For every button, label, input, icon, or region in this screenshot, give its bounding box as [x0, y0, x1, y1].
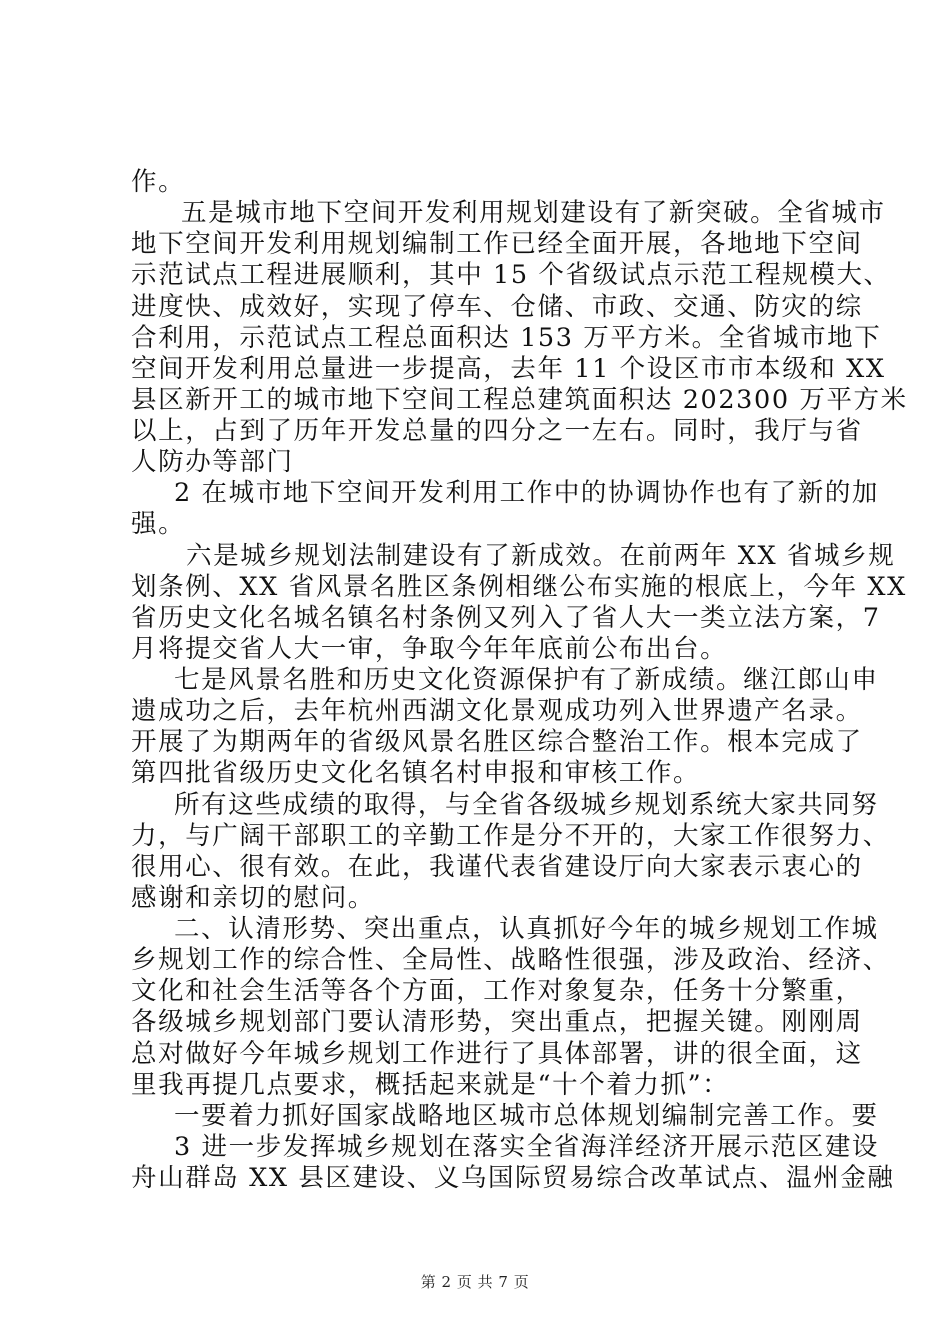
- text-line: 第四批省级历史文化名镇名村申报和审核工作。: [131, 758, 701, 788]
- text-line: 月将提交省人大一审，争取今年年底前公布出台。: [131, 634, 728, 664]
- text-line: 一要着力抓好国家战略地区城市总体规划编制完善工作。要: [174, 1101, 879, 1131]
- text-line: 五是城市地下空间开发利用规划建设有了新突破。全省城市: [181, 198, 886, 228]
- text-line: 空间开发利用总量进一步提高，去年 11 个设区市市本级和 XX: [131, 354, 886, 384]
- text-line: 里我再提几点要求，概括起来就是“十个着力抓”：: [131, 1070, 730, 1100]
- text-line: 乡规划工作的综合性、全局性、战略性很强，涉及政治、经济、: [131, 945, 890, 975]
- text-line: 示范试点工程进展顺利，其中 15 个省级试点示范工程规模大、: [131, 260, 891, 290]
- text-line: 进度快、成效好，实现了停车、仓储、市政、交通、防灾的综: [131, 292, 863, 322]
- text-line: 县区新开工的城市地下空间工程总建筑面积达 202300 万平方米: [131, 385, 908, 415]
- text-line: 六是城乡规划法制建设有了新成效。在前两年 XX 省城乡规: [186, 541, 896, 571]
- text-line: 七是风景名胜和历史文化资源保护有了新成绩。继江郎山申: [174, 665, 879, 695]
- text-line: 开展了为期两年的省级风景名胜区综合整治工作。根本完成了: [131, 727, 863, 757]
- text-line: 地下空间开发利用规划编制工作已经全面开展，各地地下空间: [131, 229, 863, 259]
- text-line: 合利用，示范试点工程总面积达 153 万平方米。全省城市地下: [131, 323, 882, 353]
- text-line: 人防办等部门: [131, 447, 294, 477]
- text-line: 省历史文化名城名镇名村条例又列入了省人大一类立法方案，7: [131, 603, 881, 633]
- text-line: 很用心、很有效。在此，我谨代表省建设厅向大家表示衷心的: [131, 852, 863, 882]
- text-line: 力，与广阔干部职工的辛勤工作是分不开的，大家工作很努力、: [131, 821, 890, 851]
- text-line: 舟山群岛 XX 县区建设、义乌国际贸易综合改革试点、温州金融: [131, 1163, 895, 1193]
- text-line: 划条例、XX 省风景名胜区条例相继公布实施的根底上，今年 XX: [131, 572, 907, 602]
- text-line: 所有这些成绩的取得，与全省各级城乡规划系统大家共同努: [174, 790, 879, 820]
- text-line: 以上，占到了历年开发总量的四分之一左右。同时，我厅与省: [131, 416, 863, 446]
- page-footer: 第 2 页 共 7 页: [420, 1273, 530, 1291]
- text-line: 二、认清形势、突出重点，认真抓好今年的城乡规划工作城: [174, 914, 879, 944]
- text-line: 强。: [131, 509, 186, 539]
- text-line: 遗成功之后，去年杭州西湖文化景观成功列入世界遗产名录。: [131, 696, 863, 726]
- text-line: 文化和社会生活等各个方面，工作对象复杂，任务十分繁重，: [131, 976, 863, 1006]
- text-line: 各级城乡规划部门要认清形势，突出重点，把握关键。刚刚周: [131, 1007, 863, 1037]
- text-line: 总对做好今年城乡规划工作进行了具体部署，讲的很全面，这: [131, 1039, 863, 1069]
- text-line: 感谢和亲切的慰问。: [131, 883, 375, 913]
- text-line: 2 在城市地下空间开发利用工作中的协调协作也有了新的加: [174, 478, 880, 508]
- text-line: 3 进一步发挥城乡规划在落实全省海洋经济开展示范区建设: [174, 1132, 880, 1162]
- text-line: 作。: [131, 167, 186, 197]
